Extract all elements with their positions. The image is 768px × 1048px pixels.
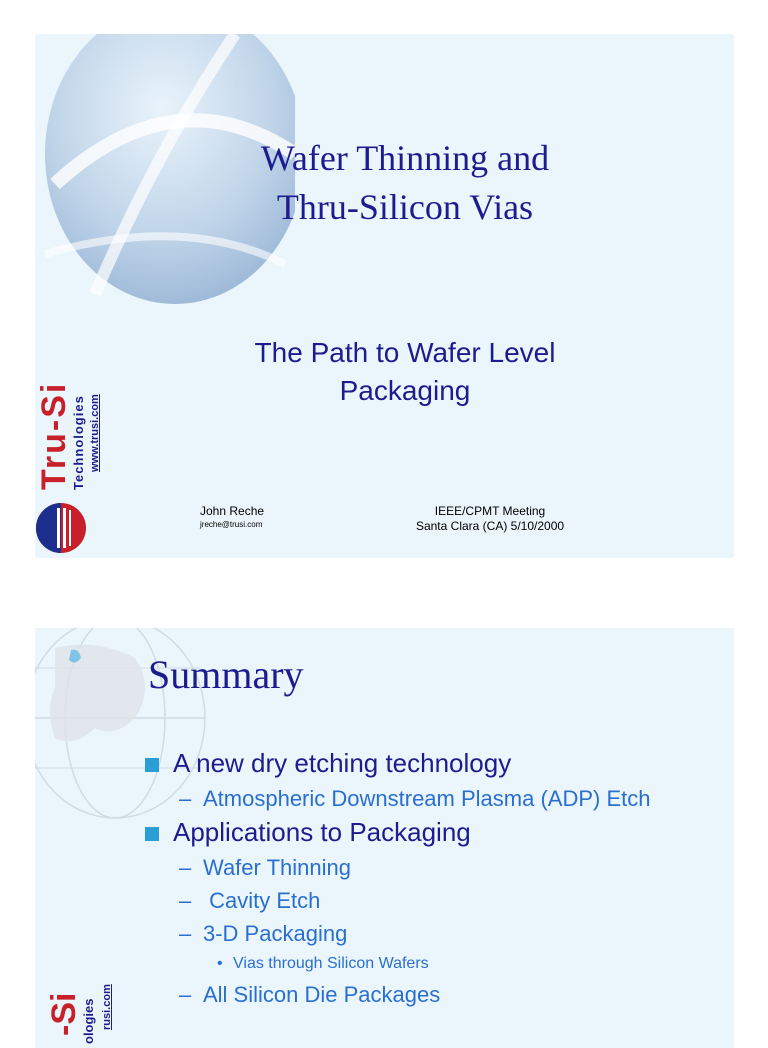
dash-bullet-icon: –	[179, 855, 192, 880]
bullet-text: Vias through Silicon Wafers	[233, 955, 429, 972]
slide-title	[175, 134, 635, 232]
logo-subtext: ologies	[81, 998, 96, 1044]
meeting-location-date: Santa Clara (CA) 5/10/2000	[415, 519, 565, 533]
subtitle-line-2: Packaging	[339, 375, 471, 406]
bullet-item-level2	[145, 978, 725, 1011]
dash-bullet-icon: –	[179, 786, 192, 811]
subtitle-line-1: The Path to Wafer Level	[254, 337, 556, 368]
dash-bullet-icon: –	[179, 921, 192, 946]
bullet-item-level2	[145, 917, 725, 950]
author-block	[200, 504, 264, 531]
meeting-name: IEEE/CPMT Meeting	[434, 504, 546, 518]
square-bullet-icon	[145, 758, 159, 772]
title-line-1: Wafer Thinning and	[260, 138, 550, 178]
bullet-item-level1	[145, 815, 725, 849]
logo-text: Tru-Si	[35, 381, 73, 490]
bullet-item-level2	[145, 851, 725, 884]
dash-bullet-icon: –	[179, 888, 192, 913]
company-logo	[35, 362, 127, 558]
bullet-item-level1	[145, 746, 725, 780]
bullet-text: A new dry etching technology	[173, 748, 512, 778]
author-name: John Reche	[200, 504, 265, 518]
website-link[interactable]: www.trusi.com	[89, 394, 101, 472]
author-email: jreche@trusi.com	[200, 520, 263, 529]
bullet-text: Wafer Thinning	[203, 855, 351, 880]
company-logo-partial	[35, 928, 127, 1048]
website-link[interactable]: rusi.com	[101, 984, 113, 1030]
bullet-text: Applications to Packaging	[173, 817, 471, 847]
logo-emblem-icon	[35, 500, 95, 558]
bullet-text: 3-D Packaging	[203, 921, 348, 946]
square-bullet-icon	[145, 827, 159, 841]
logo-text: -Si	[45, 992, 83, 1036]
summary-slide	[35, 628, 734, 1048]
title-line-2: Thru-Silicon Vias	[276, 187, 534, 227]
bullet-text: All Silicon Die Packages	[203, 982, 441, 1007]
slide-subtitle	[195, 334, 615, 410]
slide-title: Summary	[148, 652, 304, 697]
dot-bullet-icon: •	[217, 955, 223, 972]
bullet-item-level3	[145, 950, 725, 978]
title-slide	[35, 34, 734, 558]
bullet-list	[145, 746, 725, 1011]
bullet-text: Atmospheric Downstream Plasma (ADP) Etch	[203, 786, 651, 811]
bullet-text: Cavity Etch	[203, 888, 321, 913]
meeting-block	[400, 504, 580, 534]
bullet-item-level2	[145, 782, 725, 815]
bullet-item-level2	[145, 884, 725, 917]
logo-subtext: Technologies	[71, 395, 86, 490]
dash-bullet-icon: –	[179, 982, 192, 1007]
